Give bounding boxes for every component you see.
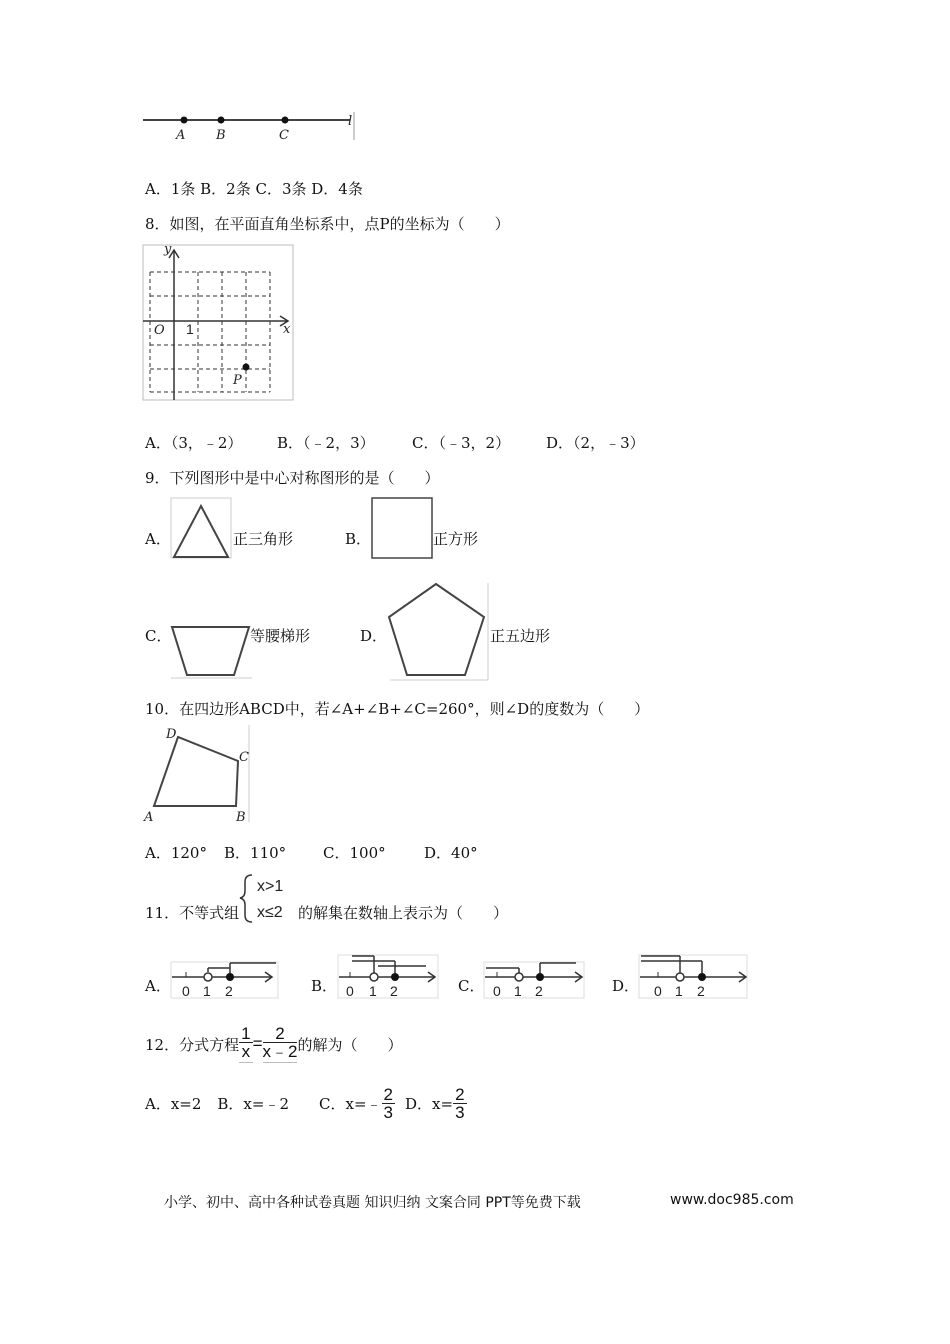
svg-text:0: 0 <box>346 983 354 999</box>
svg-text:0: 0 <box>493 983 501 999</box>
svg-text:1: 1 <box>675 983 683 999</box>
label-c: C <box>279 128 289 143</box>
q8-option-d: D．（2，﹣3） <box>546 434 645 452</box>
q12-options <box>145 1083 467 1123</box>
q12-suffix: 的解为（ ） <box>297 1035 403 1054</box>
q12-option-a: A．x=2 <box>145 1094 202 1113</box>
svg-text:0: 0 <box>654 983 662 999</box>
q11-prefix: 11．不等式组 <box>145 904 240 922</box>
q9-stem: 9．下列图形中是中心对称图形的是（ ） <box>145 469 440 487</box>
q9-name-c: 等腰梯形 <box>250 627 311 645</box>
q9-letter-c: C． <box>145 627 172 645</box>
q11-letter-c: C． <box>458 977 485 995</box>
q7-options: A．1条 B．2条 C．3条 D．4条 <box>145 180 363 198</box>
origin-label: O <box>154 323 165 338</box>
q10-option-c: C．100° <box>323 844 386 862</box>
q9-letter-a: A． <box>145 530 171 548</box>
q11-letter-d: D． <box>612 977 640 995</box>
svg-text:2: 2 <box>697 983 705 999</box>
point-p-label: P <box>233 373 242 388</box>
label-a: A <box>176 128 186 143</box>
q12-equals: = <box>252 1034 263 1053</box>
q11-letter-a: A． <box>145 977 171 995</box>
inequality-1: x>1 <box>257 878 284 895</box>
number-line-c <box>484 962 584 999</box>
svg-text:2: 2 <box>390 983 398 999</box>
vertex-b-label: B <box>236 810 246 825</box>
q10-option-d: D．40° <box>424 844 478 862</box>
q9-letter-b: B． <box>345 530 372 548</box>
q8-option-b: B．（﹣2，3） <box>277 434 375 452</box>
inequality-2: x≤2 <box>257 904 283 921</box>
q10-option-b: B．110° <box>224 844 287 862</box>
q9-name-a: 正三角形 <box>233 530 294 548</box>
q9-name-d: 正五边形 <box>490 627 551 645</box>
footer-text: 小学、初中、高中各种试卷真题 知识归纳 文案合同 PPT等免费下载 <box>164 1195 581 1211</box>
q12-rhs-fraction: $\frac{2}{x﹣2}$ <box>262 1024 298 1061</box>
vertex-d-label: D <box>166 727 177 742</box>
number-line-a <box>171 962 278 999</box>
svg-text:1: 1 <box>514 983 522 999</box>
svg-text:1: 1 <box>369 983 377 999</box>
q12-option-c: C．x=﹣ <box>319 1094 382 1113</box>
q11-suffix: 的解集在数轴上表示为（ ） <box>298 904 509 922</box>
vertex-a-label: A <box>144 810 154 825</box>
svg-text:0: 0 <box>182 983 190 999</box>
q12-option-b: B．x=﹣2 <box>217 1094 290 1113</box>
axis-x-label: x <box>283 322 291 337</box>
q8-stem: 8．如图，在平面直角坐标系中，点P的坐标为（ ） <box>145 215 510 233</box>
q9-letter-d: D． <box>360 627 388 645</box>
q10-stem: 10．在四边形ABCD中，若∠A+∠B+∠C=260°，则∠D的度数为（ ） <box>145 700 650 718</box>
q12-stem <box>145 1022 402 1066</box>
q11-letter-b: B． <box>311 977 338 995</box>
svg-text:2: 2 <box>225 983 233 999</box>
q12-option-d-fraction: $\frac{2}{3}$ <box>455 1084 465 1122</box>
q12-option-c-fraction: $\frac{2}{3}$ <box>383 1084 393 1122</box>
svg-text:2: 2 <box>535 983 543 999</box>
svg-text:1: 1 <box>203 983 211 999</box>
label-l: l <box>348 114 353 129</box>
q12-lhs-fraction: $\frac{1}{x}$ <box>241 1024 251 1061</box>
q12-prefix: 12．分式方程 <box>145 1035 240 1054</box>
number-line-d <box>639 955 747 999</box>
q8-option-a: A．（3，﹣2） <box>145 434 243 452</box>
q10-option-a: A．120° <box>145 844 207 862</box>
vertex-c-label: C <box>239 750 249 765</box>
footer-url[interactable]: www.doc985.com <box>670 1192 794 1208</box>
unit-label: 1 <box>186 321 194 337</box>
number-line-b <box>338 955 438 999</box>
q12-option-d: D．x= <box>405 1094 454 1113</box>
label-b: B <box>216 128 226 143</box>
q9-name-b: 正方形 <box>433 530 479 548</box>
axis-y-label: y <box>164 242 172 257</box>
q8-option-c: C．（﹣3，2） <box>412 434 511 452</box>
